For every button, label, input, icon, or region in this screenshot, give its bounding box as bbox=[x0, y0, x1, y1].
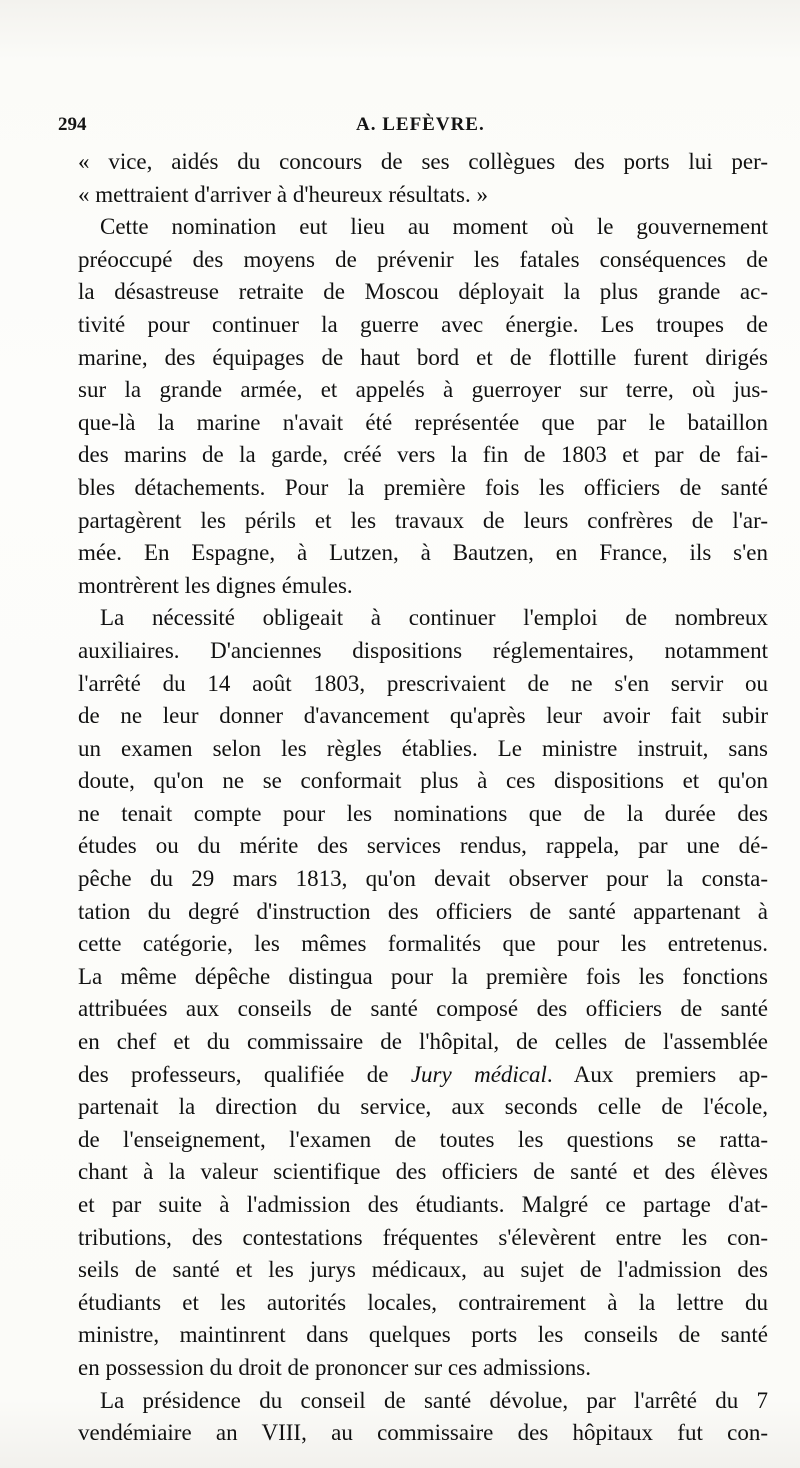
text-line: tributions, des contestations fréquentes s'élevèrent entre les con- bbox=[78, 1224, 768, 1250]
text-line: des marins de la garde, créé vers la fin de 1803 et par de fai- bbox=[78, 442, 768, 468]
text-line: seils de santé et les jurys médicaux, au sujet de l'admission des bbox=[78, 1257, 768, 1283]
text-fragment: . Aux premiers ap- bbox=[546, 1061, 768, 1087]
text-line: auxiliaires. D'anciennes dispositions réglementaires, notamment bbox=[78, 637, 768, 663]
text-line: « vice, aidés du concours de ses collègues des ports lui per- bbox=[78, 149, 768, 174]
text-line: bles détachements. Pour la première fois les officiers de santé bbox=[78, 474, 768, 500]
text-line: marine, des équipages de haut bord et de flottille furent dirigés bbox=[78, 344, 768, 370]
text-line: ministre, maintinrent dans quelques ports les conseils de santé bbox=[78, 1322, 768, 1348]
italic-term-jury-medical: Jury médical bbox=[410, 1061, 547, 1087]
text-line: étudiants et les autorités locales, contrairement à la lettre du bbox=[78, 1289, 768, 1315]
text-line: vendémiaire an VIII, au commissaire des hôpitaux fut con- bbox=[78, 1420, 768, 1446]
text-line: La présidence du conseil de santé dévolue, par l'arrêté du 7 bbox=[100, 1387, 768, 1413]
text-line: tivité pour continuer la guerre avec énergie. Les troupes de bbox=[78, 311, 768, 337]
text-line: montrèrent les dignes émules. bbox=[78, 572, 353, 598]
running-head: A. LEFÈVRE. bbox=[356, 114, 485, 135]
text-line: en chef et du commissaire de l'hôpital, de celles de l'assemblée bbox=[78, 1029, 768, 1055]
text-line: et par suite à l'admission des étudiants. Malgré ce partage d'at- bbox=[78, 1192, 768, 1217]
text-line: études ou du mérite des services rendus, rappela, par une dé- bbox=[78, 833, 768, 859]
text-line: que-là la marine n'avait été représentée que par le bataillon bbox=[78, 409, 768, 435]
text-line: sur la grande armée, et appelés à guerroyer sur terre, où jus- bbox=[78, 377, 768, 403]
body-text bbox=[78, 146, 768, 1450]
text-line: chant à la valeur scientifique des officiers de santé et des élèves bbox=[78, 1159, 768, 1185]
text-line: doute, qu'on ne se conformait plus à ces dispositions et qu'on bbox=[78, 768, 768, 794]
text-line: partagèrent les périls et les travaux de leurs confrères de l'ar- bbox=[78, 507, 768, 533]
text-line: Cette nomination eut lieu au moment où le gouvernement bbox=[100, 214, 768, 240]
text-line: cette catégorie, les mêmes formalités que pour les entretenus. bbox=[78, 931, 768, 957]
text-fragment: des professeurs, qualifiée de bbox=[78, 1061, 411, 1087]
text-line: pêche du 29 mars 1813, qu'on devait observer pour la consta- bbox=[78, 866, 768, 892]
text-line: « mettraient d'arriver à d'heureux résultats. » bbox=[78, 181, 488, 207]
text-line: la désastreuse retraite de Moscou déployait la plus grande ac- bbox=[78, 279, 768, 305]
text-line: attribuées aux conseils de santé composé des officiers de santé bbox=[78, 996, 768, 1022]
text-line: préoccupé des moyens de prévenir les fatales conséquences de bbox=[78, 246, 768, 272]
text-line: La même dépêche distingua pour la première fois les fonctions bbox=[78, 963, 768, 989]
page-header bbox=[58, 114, 770, 144]
text-line: l'arrêté du 14 août 1803, prescrivaient de ne s'en servir ou bbox=[78, 670, 768, 696]
text-line: mée. En Espagne, à Lutzen, à Bautzen, en France, ils s'en bbox=[78, 540, 768, 566]
text-line: partenait la direction du service, aux seconds celle de l'école, bbox=[78, 1094, 768, 1120]
text-line: en possession du droit de prononcer sur ces admissions. bbox=[78, 1354, 591, 1380]
text-line-with-italic bbox=[78, 1059, 768, 1092]
text-line: un examen selon les règles établies. Le ministre instruit, sans bbox=[78, 735, 768, 761]
text-line: La nécessité obligeait à continuer l'emploi de nombreux bbox=[100, 605, 768, 631]
text-line: ne tenait compte pour les nominations que de la durée des bbox=[78, 800, 768, 826]
text-line: tation du degré d'instruction des officiers de santé appartenant à bbox=[78, 898, 768, 924]
text-line: de l'enseignement, l'examen de toutes les questions se ratta- bbox=[78, 1126, 768, 1152]
page-number: 294 bbox=[58, 114, 87, 135]
text-line: de ne leur donner d'avancement qu'après leur avoir fait subir bbox=[78, 703, 768, 729]
